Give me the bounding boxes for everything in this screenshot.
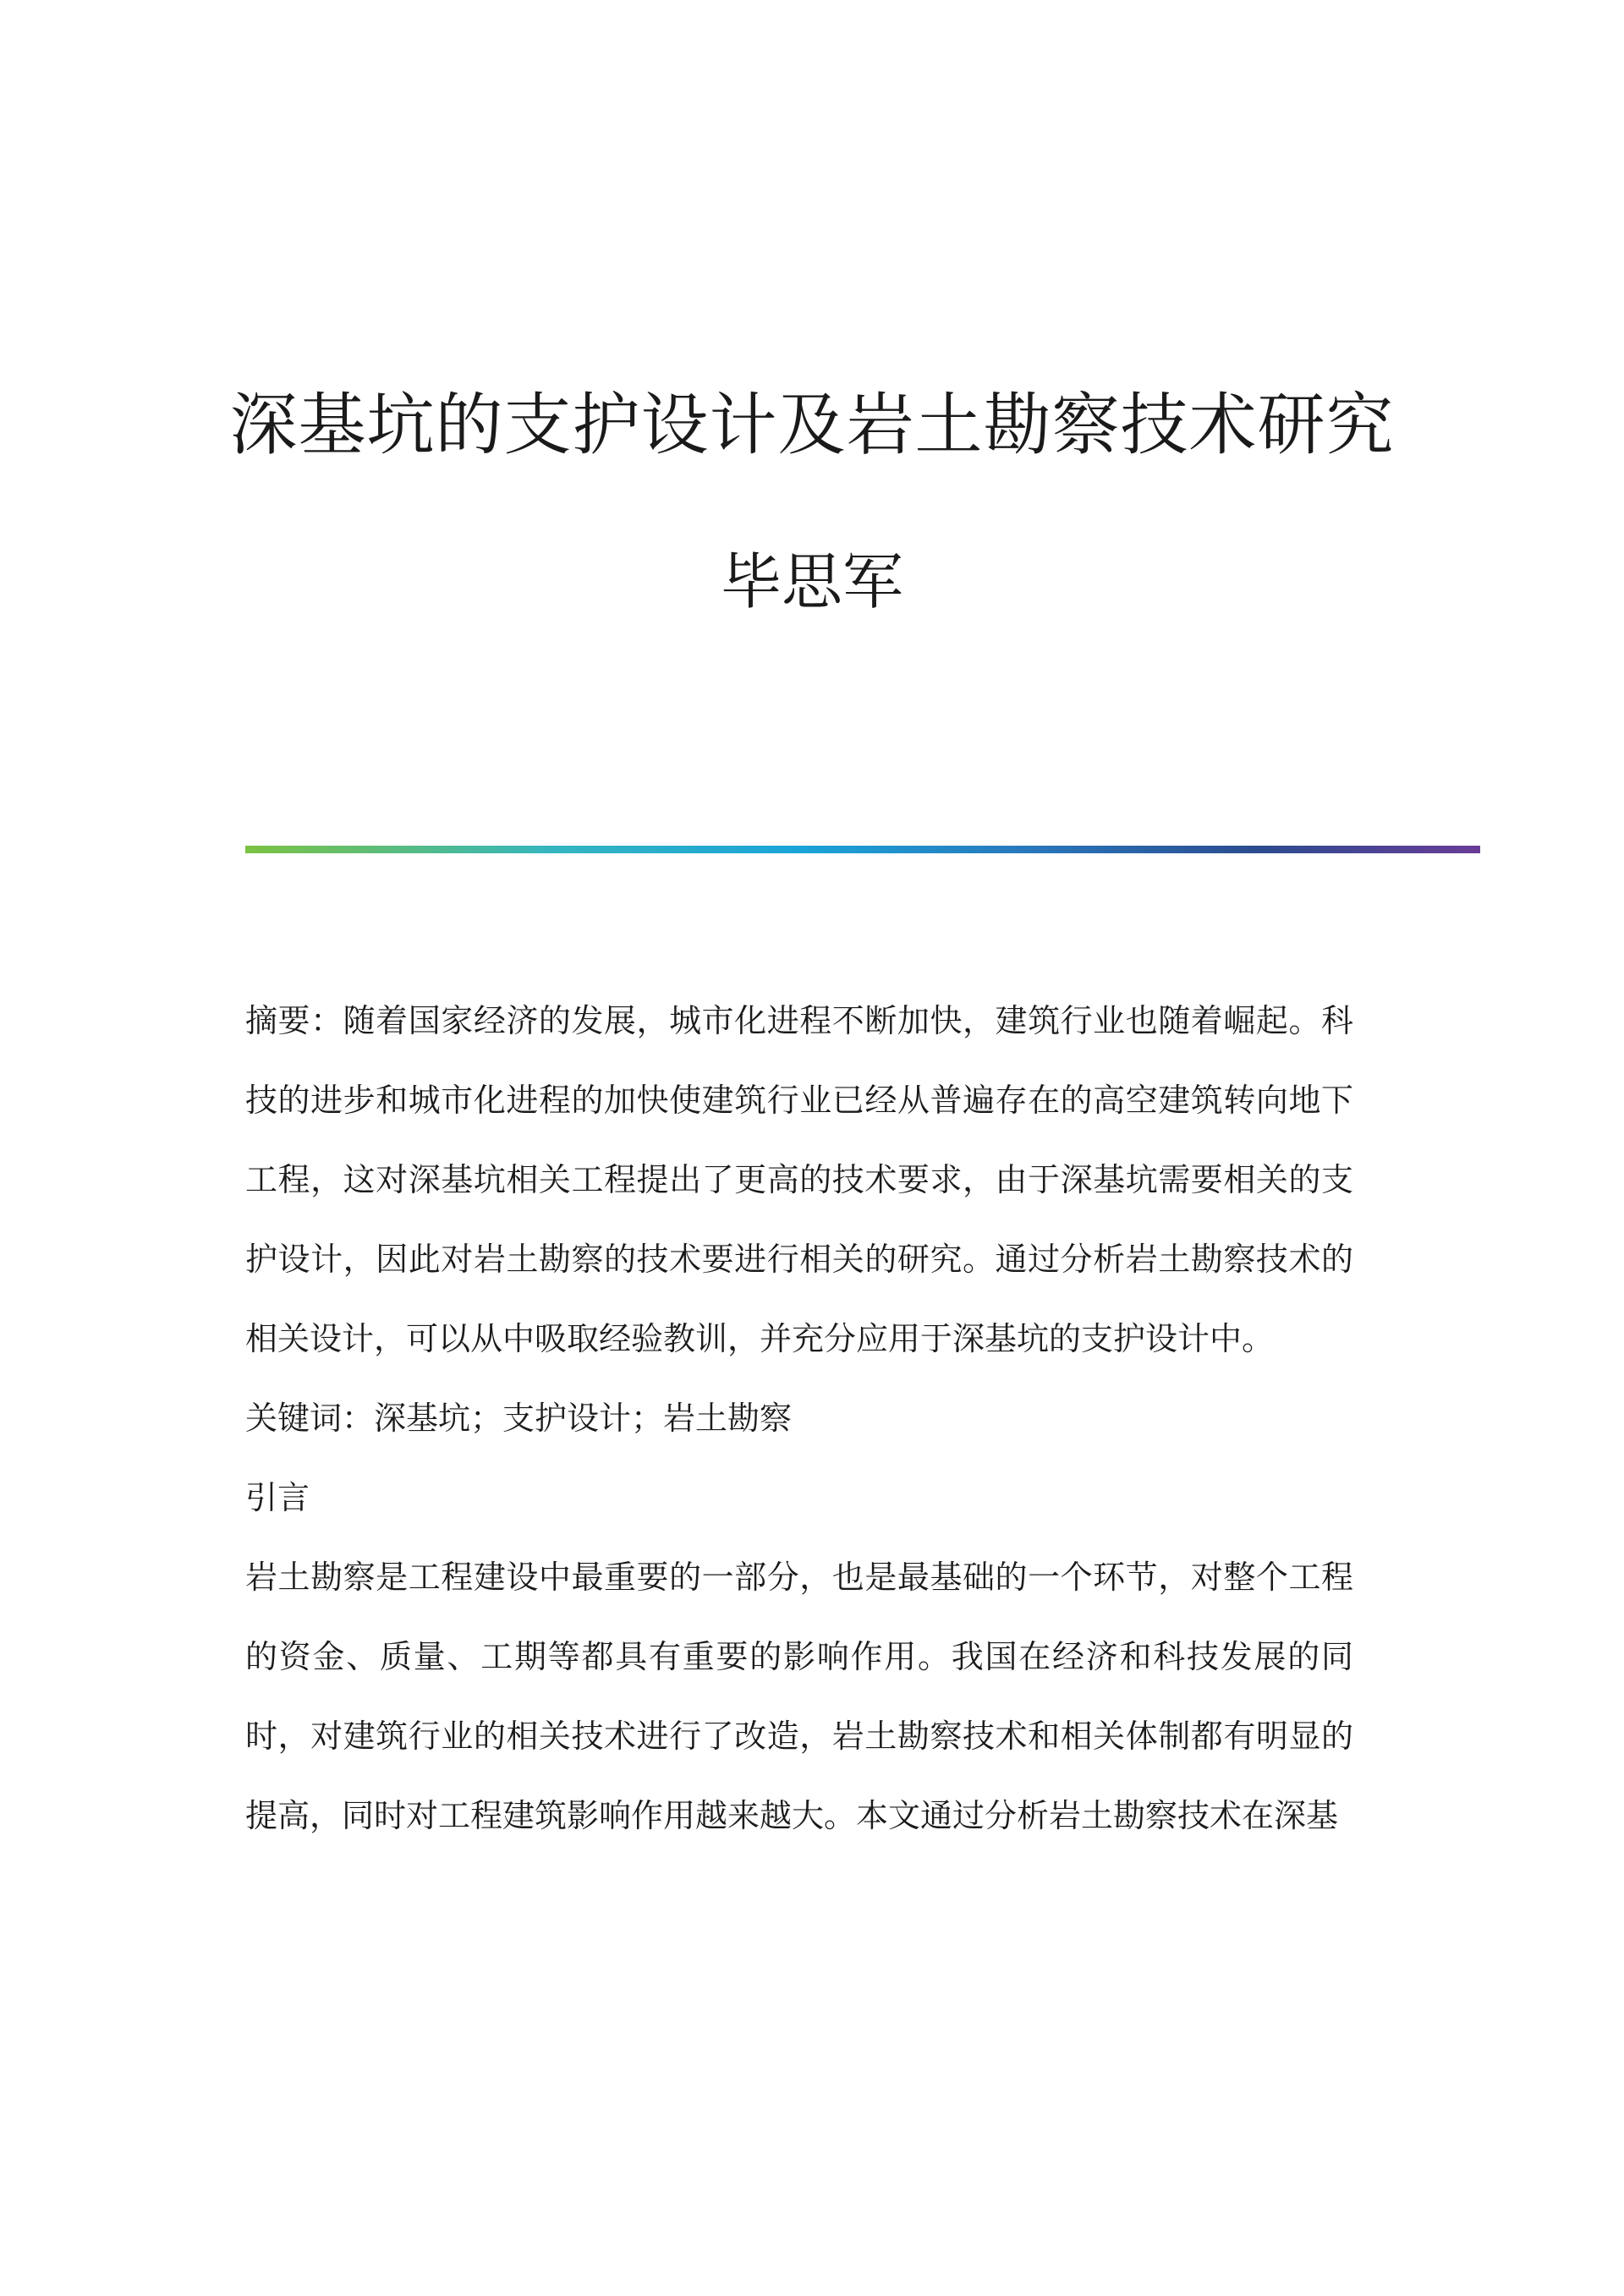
paper-author: 毕思军 (720, 546, 903, 617)
paper-title: 深基坑的支护设计及岩土勘察技术研究 (229, 386, 1395, 464)
paper-body (245, 981, 1353, 1855)
keywords-line: 关键词：深基坑；支护设计；岩土勘察 (245, 1400, 793, 1437)
intro-paragraph: 岩土勘察是工程建设中最重要的一部分，也是最基础的一个环节，对整个工程的资金、质量、工期等都具有重要的影响作用。我国在经济和科技发展的同时，对建筑行业的相关技术进行了改造，岩土勘察技术和相关体制都有明显的提高，同时对工程建筑影响作用越来越大。本文通过分析岩土勘察技术在深基 (245, 1559, 1353, 1834)
title-divider (245, 846, 1480, 853)
intro-heading: 引言 (245, 1479, 310, 1516)
abstract-paragraph: 摘要：随着国家经济的发展，城市化进程不断加快，建筑行业也随着崛起。科技的进步和城市化进程的加快使建筑行业已经从普遍存在的高空建筑转向地下工程，这对深基坑相关工程提出了更高的技术要求，由于深基坑需要相关的支护设计，因此对岩土勘察的技术要进行相关的研究。通过分析岩土勘察技术的相关设计，可以从中吸取经验教训，并充分应用于深基坑的支护设计中。 (245, 1002, 1353, 1357)
